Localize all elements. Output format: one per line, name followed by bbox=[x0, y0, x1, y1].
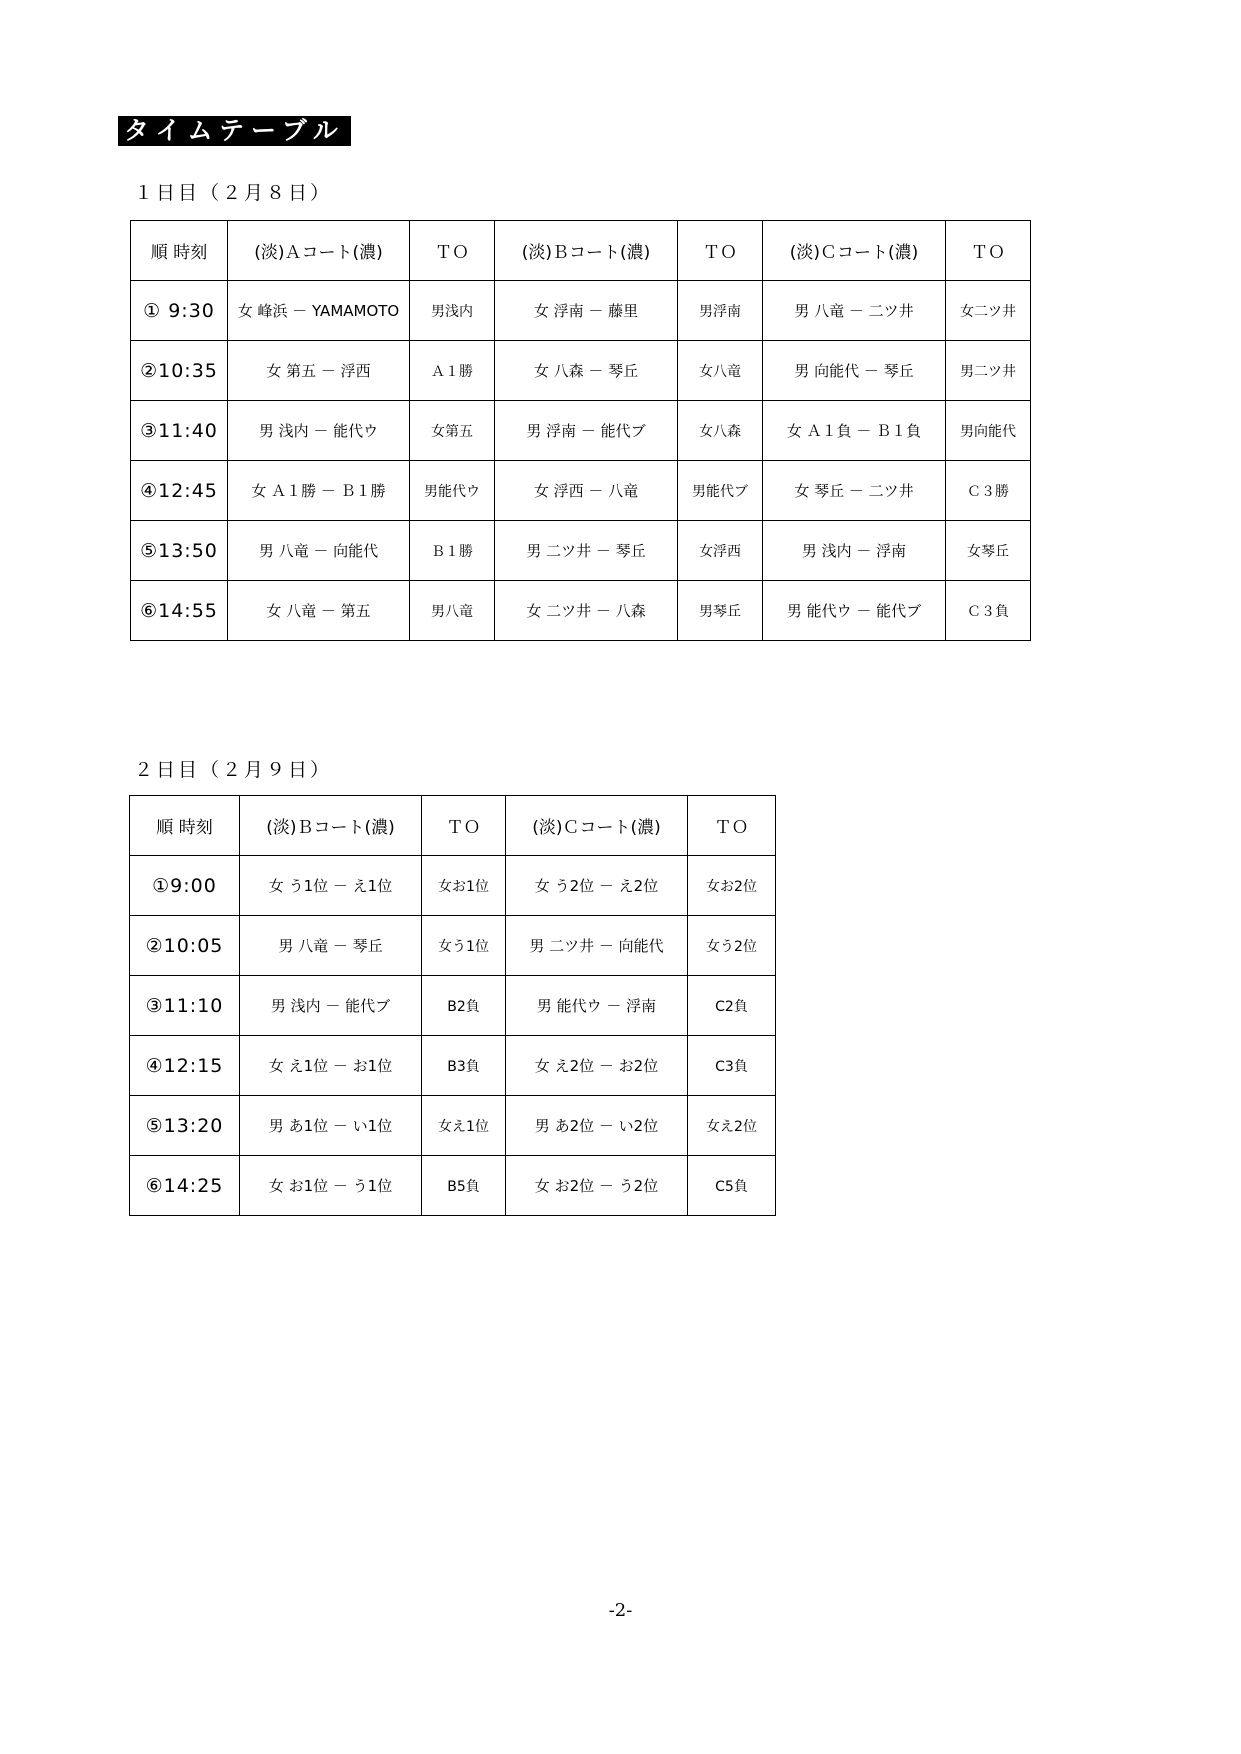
time-cell: ① 9:30 bbox=[131, 281, 228, 341]
table-row bbox=[130, 916, 776, 976]
match-cell: 男 浅内 － 能代ブ bbox=[240, 976, 422, 1036]
match-cell: 女 う2位 － え2位 bbox=[506, 856, 688, 916]
table-official-cell: 男能代ブ bbox=[678, 461, 763, 521]
time-cell: ④12:45 bbox=[131, 461, 228, 521]
time-cell: ③11:40 bbox=[131, 401, 228, 461]
table-row bbox=[130, 856, 776, 916]
table-row bbox=[130, 1156, 776, 1216]
table-official-cell: 女お2位 bbox=[688, 856, 776, 916]
table-official-cell: 男向能代 bbox=[946, 401, 1031, 461]
match-cell: 女 浮西 － 八竜 bbox=[495, 461, 678, 521]
match-cell: 男 向能代 － 琴丘 bbox=[763, 341, 946, 401]
time-cell: ④12:15 bbox=[130, 1036, 240, 1096]
table-row bbox=[131, 461, 1031, 521]
header-row bbox=[131, 221, 1031, 281]
match-cell: 女 お2位 － う2位 bbox=[506, 1156, 688, 1216]
table-row bbox=[130, 1036, 776, 1096]
table-official-cell: 女お1位 bbox=[422, 856, 506, 916]
column-header: ＴＯ bbox=[688, 796, 776, 856]
match-cell: 男 二ツ井 － 琴丘 bbox=[495, 521, 678, 581]
table-row bbox=[131, 281, 1031, 341]
match-cell: 男 二ツ井 － 向能代 bbox=[506, 916, 688, 976]
match-cell: 男 能代ウ － 浮南 bbox=[506, 976, 688, 1036]
column-header: (淡)Ｃコート(濃) bbox=[506, 796, 688, 856]
column-header: 順 時刻 bbox=[131, 221, 228, 281]
table-official-cell: 女二ツ井 bbox=[946, 281, 1031, 341]
table-official-cell: 男浮南 bbox=[678, 281, 763, 341]
table-row bbox=[131, 581, 1031, 641]
match-cell: 男 浮南 － 能代ブ bbox=[495, 401, 678, 461]
table-official-cell: Ｃ３勝 bbox=[946, 461, 1031, 521]
match-cell: 女 八竜 － 第五 bbox=[228, 581, 410, 641]
time-cell: ②10:35 bbox=[131, 341, 228, 401]
time-cell: ②10:05 bbox=[130, 916, 240, 976]
column-header: ＴＯ bbox=[422, 796, 506, 856]
match-cell: 女 Ａ１負 － Ｂ１負 bbox=[763, 401, 946, 461]
header-row bbox=[130, 796, 776, 856]
time-cell: ⑤13:50 bbox=[131, 521, 228, 581]
time-cell: ⑥14:55 bbox=[131, 581, 228, 641]
table-official-cell: 男浅内 bbox=[410, 281, 495, 341]
table-official-cell: 女浮西 bbox=[678, 521, 763, 581]
table-row bbox=[131, 521, 1031, 581]
match-cell: 女 二ツ井 － 八森 bbox=[495, 581, 678, 641]
table-official-cell: Ａ１勝 bbox=[410, 341, 495, 401]
table-official-cell: B3負 bbox=[422, 1036, 506, 1096]
table-official-cell: 女第五 bbox=[410, 401, 495, 461]
match-cell: 女 Ａ１勝 － Ｂ１勝 bbox=[228, 461, 410, 521]
column-header: 順 時刻 bbox=[130, 796, 240, 856]
page-title: タイムテーブル bbox=[118, 116, 351, 146]
day2-heading: ２日目（２月９日） bbox=[134, 759, 333, 781]
match-cell: 女 お1位 － う1位 bbox=[240, 1156, 422, 1216]
match-cell: 男 あ2位 － い2位 bbox=[506, 1096, 688, 1156]
table-official-cell: C3負 bbox=[688, 1036, 776, 1096]
day1-timetable bbox=[130, 220, 1031, 641]
match-cell: 男 あ1位 － い1位 bbox=[240, 1096, 422, 1156]
column-header: (淡)Ｂコート(濃) bbox=[495, 221, 678, 281]
match-cell: 女 峰浜 － YAMAMOTO bbox=[228, 281, 410, 341]
match-cell: 女 浮南 － 藤里 bbox=[495, 281, 678, 341]
day2-timetable bbox=[129, 795, 776, 1216]
table-row bbox=[131, 401, 1031, 461]
table-row bbox=[130, 1096, 776, 1156]
column-header: (淡)Ａコート(濃) bbox=[228, 221, 410, 281]
time-cell: ③11:10 bbox=[130, 976, 240, 1036]
time-cell: ①9:00 bbox=[130, 856, 240, 916]
table-official-cell: 女八森 bbox=[678, 401, 763, 461]
match-cell: 女 八森 － 琴丘 bbox=[495, 341, 678, 401]
table-row bbox=[131, 341, 1031, 401]
column-header: ＴＯ bbox=[678, 221, 763, 281]
time-cell: ⑥14:25 bbox=[130, 1156, 240, 1216]
table-official-cell: 女え2位 bbox=[688, 1096, 776, 1156]
table-official-cell: C2負 bbox=[688, 976, 776, 1036]
table-official-cell: 男琴丘 bbox=[678, 581, 763, 641]
column-header: ＴＯ bbox=[410, 221, 495, 281]
page-number: -2- bbox=[608, 1600, 633, 1621]
match-cell: 男 浅内 － 能代ウ bbox=[228, 401, 410, 461]
match-cell: 男 浅内 － 浮南 bbox=[763, 521, 946, 581]
table-official-cell: 女え1位 bbox=[422, 1096, 506, 1156]
table-official-cell: Ｂ１勝 bbox=[410, 521, 495, 581]
table-official-cell: 男能代ウ bbox=[410, 461, 495, 521]
match-cell: 女 え1位 － お1位 bbox=[240, 1036, 422, 1096]
table-official-cell: B5負 bbox=[422, 1156, 506, 1216]
table-official-cell: 女う2位 bbox=[688, 916, 776, 976]
table-official-cell: 男二ツ井 bbox=[946, 341, 1031, 401]
match-cell: 男 八竜 － 琴丘 bbox=[240, 916, 422, 976]
column-header: (淡)Ｂコート(濃) bbox=[240, 796, 422, 856]
table-official-cell: 男八竜 bbox=[410, 581, 495, 641]
table-official-cell: Ｃ３負 bbox=[946, 581, 1031, 641]
table-official-cell: C5負 bbox=[688, 1156, 776, 1216]
table-official-cell: 女琴丘 bbox=[946, 521, 1031, 581]
table-official-cell: 女う1位 bbox=[422, 916, 506, 976]
table-official-cell: B2負 bbox=[422, 976, 506, 1036]
column-header: ＴＯ bbox=[946, 221, 1031, 281]
column-header: (淡)Ｃコート(濃) bbox=[763, 221, 946, 281]
table-row bbox=[130, 976, 776, 1036]
table-official-cell: 女八竜 bbox=[678, 341, 763, 401]
match-cell: 女 え2位 － お2位 bbox=[506, 1036, 688, 1096]
match-cell: 男 八竜 － 二ツ井 bbox=[763, 281, 946, 341]
time-cell: ⑤13:20 bbox=[130, 1096, 240, 1156]
match-cell: 男 八竜 － 向能代 bbox=[228, 521, 410, 581]
match-cell: 女 第五 － 浮西 bbox=[228, 341, 410, 401]
match-cell: 女 琴丘 － 二ツ井 bbox=[763, 461, 946, 521]
match-cell: 女 う1位 － え1位 bbox=[240, 856, 422, 916]
match-cell: 男 能代ウ － 能代ブ bbox=[763, 581, 946, 641]
day1-heading: １日目（２月８日） bbox=[134, 182, 333, 204]
